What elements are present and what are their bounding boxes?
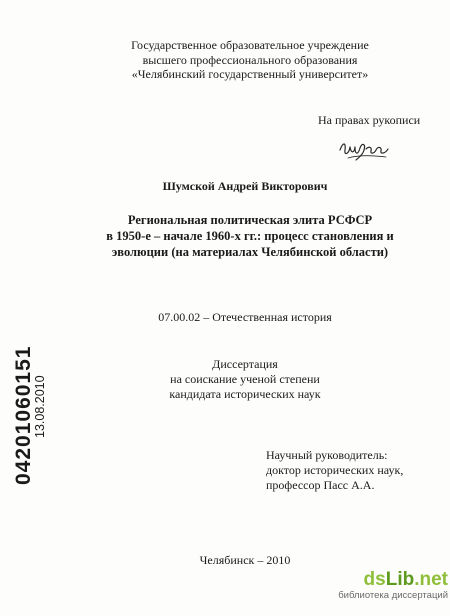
scientific-advisor [266,448,403,493]
rights-note: На правах рукописи [318,113,421,127]
dslib-tagline: библиотека диссертаций [338,590,448,601]
institution-line-3: «Челябинский государственный университет» [131,67,369,81]
title-line-2: в 1950-е – начале 1960-х гг.: процесс становления и [106,229,394,243]
handwritten-signature [336,136,396,166]
advisor-line-1: Научный руководитель: [266,448,388,462]
dslib-logo [330,570,448,590]
dissertation-title [60,212,440,260]
city-year: Челябинск – 2010 [199,553,291,567]
library-stamp-number: 04201060151 [12,345,35,485]
author-name: Шумской Андрей Викторович [162,179,328,193]
advisor-line-2: доктор исторических наук, [266,463,404,477]
logo-lib: Lib [385,569,415,590]
degree-statement [100,357,390,402]
title-line-1: Региональная политическая элита РСФСР [127,213,373,227]
institution-header [60,38,440,82]
title-line-3: эволюции (на материалах Челябинской области) [111,245,389,259]
advisor-line-3: профессор Пасс А.А. [266,478,375,492]
logo-net: .net [414,569,448,590]
institution-line-1: Государственное образовательное учреждение [131,38,369,52]
library-stamp-date: 13.08.2010 [33,375,47,438]
degree-line-2: на соискание ученой степени [170,372,320,386]
specialty-code: 07.00.02 – Отечественная история [158,310,332,324]
degree-line-3: кандидата исторических наук [169,387,321,401]
dslib-watermark[interactable] [330,570,448,602]
logo-ds: ds [363,569,386,590]
institution-line-2: высшего профессионального образования [142,52,358,67]
degree-line-1: Диссертация [212,357,278,371]
